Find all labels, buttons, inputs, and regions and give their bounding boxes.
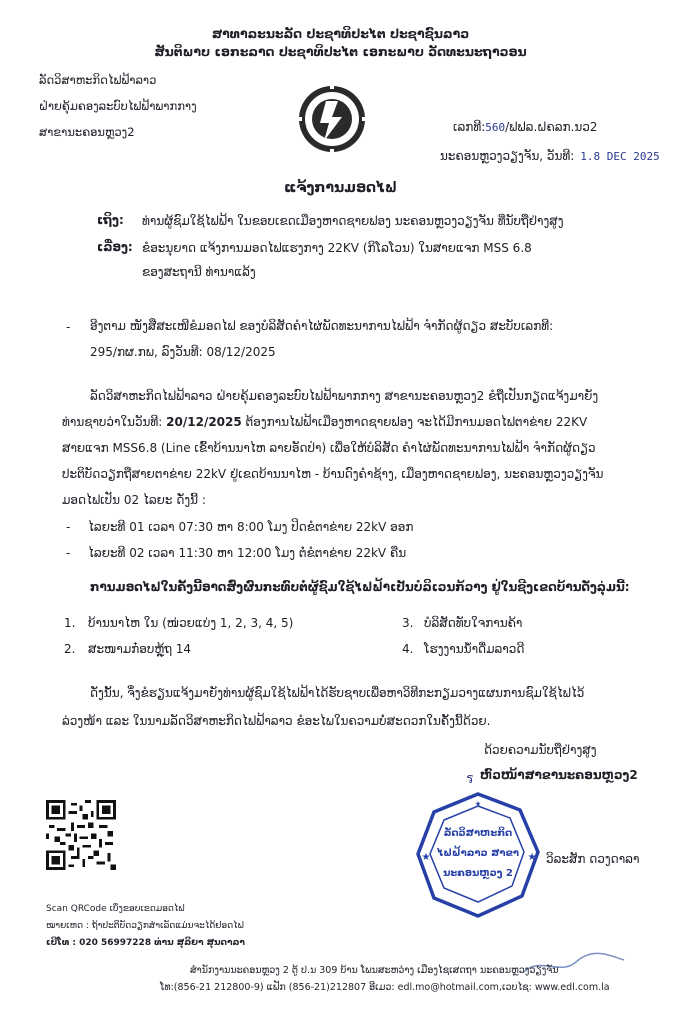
phase-2-text: ໄລຍະທີ 02 ເວລາ 11:30 ຫາ 12:00 ໂມງ ຕໍ່ຂໍຕາຂ່າຍ 22kV ຄືນ [88,546,407,560]
body-line-2: ທ່ານຊາບວ່າໃນວັນທີ: 20/12/2025 ຕ້ອງການໄຟຟ້າເມືອງຫາດຊາຍຟອງ ຈະໄດ້ມີການມອດໄຟຕາຂ່າຍ 22KV [62,415,588,429]
stamp-text-top: ລັດວິສາຫະກິດ [443,828,513,839]
affected-4-text: ໂຮງງານນ້ຳດື່ມລາວດີ [424,642,525,656]
body-line-3: ສາຍແຈກ MSS6.8 (Line ເຂົ້າບ້ານນາໄຫ ລາຍອັດປ່າ) ເພື່ອໃຫ້ບໍລິສັດ ຄໍາໄຜ່ພັດທະນາການໄຟຟ້າ ຈໍາກັດຜູ້ດຽວ [62,441,596,455]
phase-1-bullet: - [66,520,71,534]
org-line-3: ສາຂານະຄອນຫຼວງ2 [39,125,135,139]
subject-line-2: ຂອງສະຖານີ ທ່ານາແລ້ງ [142,265,256,279]
document-title: ແຈ້ງການມອດໄຟ [284,180,397,196]
motto-header: ສັນຕິພາບ ເອກະລາດ ປະຊາທິປະໄຕ ເອກະພາບ ວັດທະນະຖາວອນ [154,44,527,59]
org-line-1: ລັດວິສາຫະກິດໄຟຟ້າລາວ [39,73,157,87]
ref-handwritten: 560 [485,121,506,134]
svg-text:★: ★ [474,800,482,808]
reference-line-2: 295/ກຜ.ກພ, ລົງວັນທີ: 08/12/2025 [90,345,276,359]
body-line-4: ປະຕິບັດວຽກຖືສາຍຕາຂ່າຍ 22kV ຢູ່ເຂດບ້ານນາໄຫ - ບ້ານດົງຄໍາຊ້າງ, ເມືອງຫາດຊາຍຟອງ, ນະຄອນຫຼວງວຽງຈັນ [62,467,604,481]
subject-label: ເລື່ອງ: [97,240,133,254]
outage-date: 20/12/2025 [166,415,242,429]
official-stamp [412,790,544,922]
svg-text:★: ★ [527,852,537,863]
date-stamp: 1.8 DEC 2025 [580,150,660,163]
affected-2-num: 2. [64,642,76,656]
country-header: ສາທາລະນະລັດ ປະຊາທິປະໄຕ ປະຊາຊົນລາວ [211,26,470,41]
reference-line-1: ອີງຕາມ ໜັງສືສະເໜີຂໍມອດໄຟ ຂອງບໍລິສັດຄໍາໄຜ່ພັດທະນາການໄຟຟ້າ ຈໍາກັດຜູ້ດຽວ ສະບັບເລກທີ: [90,319,554,333]
affected-3-text: ບໍລິສັດທັບໃຈການຄ້າ [424,616,523,630]
closing-line-2: ລ່ວງໜ້າ ແລະ ໃນນາມລັດວິສາຫະກິດໄຟຟ້າລາວ ຂໍອະໄພໃນຄວາມບໍ່ສະດວກໃນຄັ້ງນີ້ດ້ວຍ. [62,714,491,728]
svg-text:★: ★ [421,852,431,863]
signer-position: ຫົວໜ້າສາຂານະຄອນຫຼວງ2 [480,768,638,782]
affected-3-num: 3. [402,616,414,630]
to-text: ທ່ານຜູ້ຊົມໃຊ້ໄຟຟ້າ ໃນຂອບເຂດເມືອງຫາດຊາຍຟອງ ນະຄອນຫຼວງວຽງຈັນ ທີ່ນັບຖືຢ່າງສູງ [142,214,564,228]
affected-4-num: 4. [402,642,414,656]
reference-number: ເລກທີ:560/ຟຟລ.ຝຄລກ.ນວ2 [453,120,598,134]
org-line-2: ຝ່າຍຄຸ້ມຄອງລະບົບໄຟຟ້າພາກກາງ [39,99,197,113]
affected-1-num: 1. [64,616,76,630]
affected-2-text: ສະໜາມກ໋ອບຫຼຸ້ຖ 14 [88,642,192,656]
footer-address: ສໍານັກງານນະຄອນຫຼວງ 2 ຕູ້ ປ.ນ 309 ບ້ານ ໂພນສະຫວ່າງ ເມືອງໄຊເສດຖາ ນະຄອນຫຼວງວຽງຈັນ [190,965,559,976]
closing-line-1: ດັ່ງນັ້ນ, ຈຶ່ງຂໍຮຽນແຈ້ງມາຍັງທ່ານຜູ້ຊົມໃຊ້ໄຟຟ້າໄດ້ຮັບຊາບເພື່ອຫາວິທີກະກຽມວາງແຜນການຊົມໃຊ້ໄຟໄວ້ [90,686,585,700]
qr-caption: Scan QRCode ເບິ່ງຂອບເຂດມອດໄຟ [46,904,185,914]
signature-mark: ร [466,771,474,787]
stamp-text-bottom: ນະຄອນຫຼວງ 2 [443,868,513,879]
stamp-text-mid: ໄຟຟ້າລາວ ສາຂາ [436,848,520,859]
signer-name: ວິລະສັກ ດວງດາລາ [546,852,640,866]
subject-line-1: ຂໍອະນຸຍາດ ແຈ້ງການມອດໄຟແຮງກາງ 22KV (ກິໂລໂວນ) ໃນສາຍແຈກ MSS 6.8 [142,241,532,255]
phase-1-text: ໄລຍະທີ 01 ເວລາ 07:30 ຫາ 8:00 ໂມງ ປິດຂໍຕາຂ່າຍ 22kV ອອກ [88,520,414,534]
affected-1-text: ບ້ານນາໄຫ ໃນ (ໜ່ວຍແບ່ງ 1, 2, 3, 4, 5) [88,616,294,630]
reference-date: ນະຄອນຫຼວງວຽງຈັນ, ວັນທີ: 1.8 DEC 2025 [440,149,660,163]
reference-bullet: - [66,320,71,334]
to-label: ເຖິງ: [97,213,124,227]
respect-line: ດ້ວຍຄວາມນັບຖືຢ່າງສູງ [484,743,597,757]
phase-2-bullet: - [66,546,71,560]
qr-code[interactable] [46,800,116,870]
footer-contact: ໂທ:(856-21 212800-9) ແຟັກ (856-21)212807 ອີເມວ: edl.mo@hotmail.com,ເວບໄຊ: www.edl.com.la [160,982,610,993]
note-line: ໝາຍເຫດ : ຖ້າປະຕິບັດວຽກສໍາເລັດແມ່ນຈະໄດ້ຢອດໄຟ [46,921,244,931]
affected-heading: ການມອດໄຟໃນຄັ້ງນີ້ອາດສົ່ງຜົນກະທົບຕໍ່ຜູ້ຊົມໃຊ້ໄຟຟ້າເປັນບໍລິເວນກ້ວາງ ຢູ່ໃນຊີງເຂດບ້ານດັ່ງລຸ່ມນີ້: [90,580,630,594]
body-line-1: ລັດວິສາຫະກິດໄຟຟ້າລາວ ຝ່າຍຄຸ້ມຄອງລະບົບໄຟຟ້າພາກກາງ ສາຂານະຄອນຫຼວງ2 ຂໍຖືເປັນກຽດແຈ້ງມາຍັງ [90,389,599,403]
contact-phone: ເບີໂທ : 020 56997228 ທ່ານ ສຸລິຍາ ສຸນດາລາ [46,938,245,948]
edl-logo [296,83,368,155]
body-line-5: ມອດໄຟເປັນ 02 ໄລຍະ ດັ່ງນີ້ : [62,493,206,507]
